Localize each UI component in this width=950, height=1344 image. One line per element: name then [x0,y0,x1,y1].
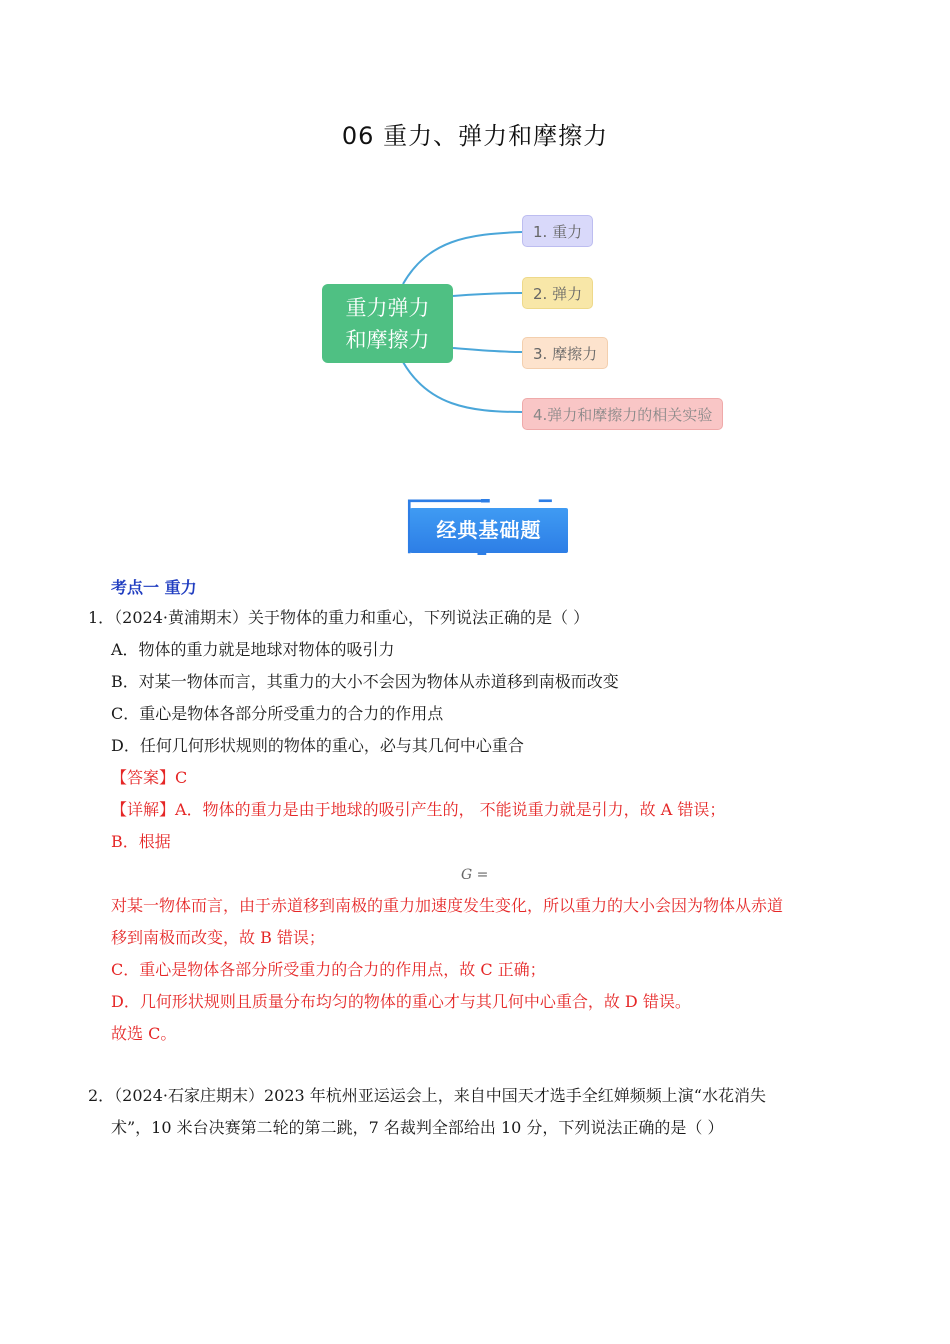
mindmap-node-gravity: 1. 重力 [522,215,593,247]
q1-option-d: D．任何几何形状规则的物体的重心，必与其几何中心重合 [111,736,524,755]
mindmap-node-friction: 3. 摩擦力 [522,337,608,369]
q1-detail-d: D．几何形状规则且质量分布均匀的物体的重心才与其几何中心重合，故 D 错误。 [111,992,691,1011]
q1-option-a: A．物体的重力就是地球对物体的吸引力 [111,640,395,659]
q2-stem-line1: 2．（2024·石家庄期末）2023 年杭州亚运运会上，来自中国天才选手全红婵频频上演“水花消失 [88,1086,766,1105]
mindmap-node-elastic: 2. 弹力 [522,277,593,309]
q1-conclusion: 故选 C。 [111,1024,177,1043]
section-banner: 经典基础题 [410,508,568,553]
page-title: 06 重力、弹力和摩擦力 [341,122,609,150]
q1-detail-b: B．根据 [111,832,171,851]
mindmap-node-experiments: 4.弹力和摩擦力的相关实验 [522,398,723,430]
q1-detail-a-row [111,799,725,821]
q1-option-b: B．对某一物体而言，其重力的大小不会因为物体从赤道移到南极而改变 [111,672,619,691]
section-heading: 考点一 重力 [111,578,197,597]
q1-detail-a: A．物体的重力是由于地球的吸引产生的， 不能说重力就是引力，故 A 错误； [175,800,726,819]
q1-detail-label: 【详解】 [111,800,176,819]
q1-answer: 【答案】C [111,768,188,787]
q1-formula: G = [461,867,489,883]
q1-stem: 1．（2024·黄浦期末）关于物体的重力和重心，下列说法正确的是（ ） [88,608,590,627]
q1-detail-b2-line1: 对某一物体而言，由于赤道移到南极的重力加速度发生变化，所以重力的大小会因为物体从赤道 [111,896,784,915]
q1-detail-b2-line2: 移到南极而改变，故 B 错误； [111,928,325,947]
q1-option-c: C．重心是物体各部分所受重力的合力的作用点 [111,704,444,723]
mindmap-center-line1: 重力弹力 [345,295,430,320]
mindmap-center-line2: 和摩擦力 [345,327,430,352]
mindmap-center-node [322,284,453,363]
q2-stem-line2: 术”，10 米台决赛第二轮的第二跳，7 名裁判全部给出 10 分，下列说法正确的是（ ） [111,1118,724,1137]
q1-detail-c: C．重心是物体各部分所受重力的合力的作用点，故 C 正确； [111,960,546,979]
